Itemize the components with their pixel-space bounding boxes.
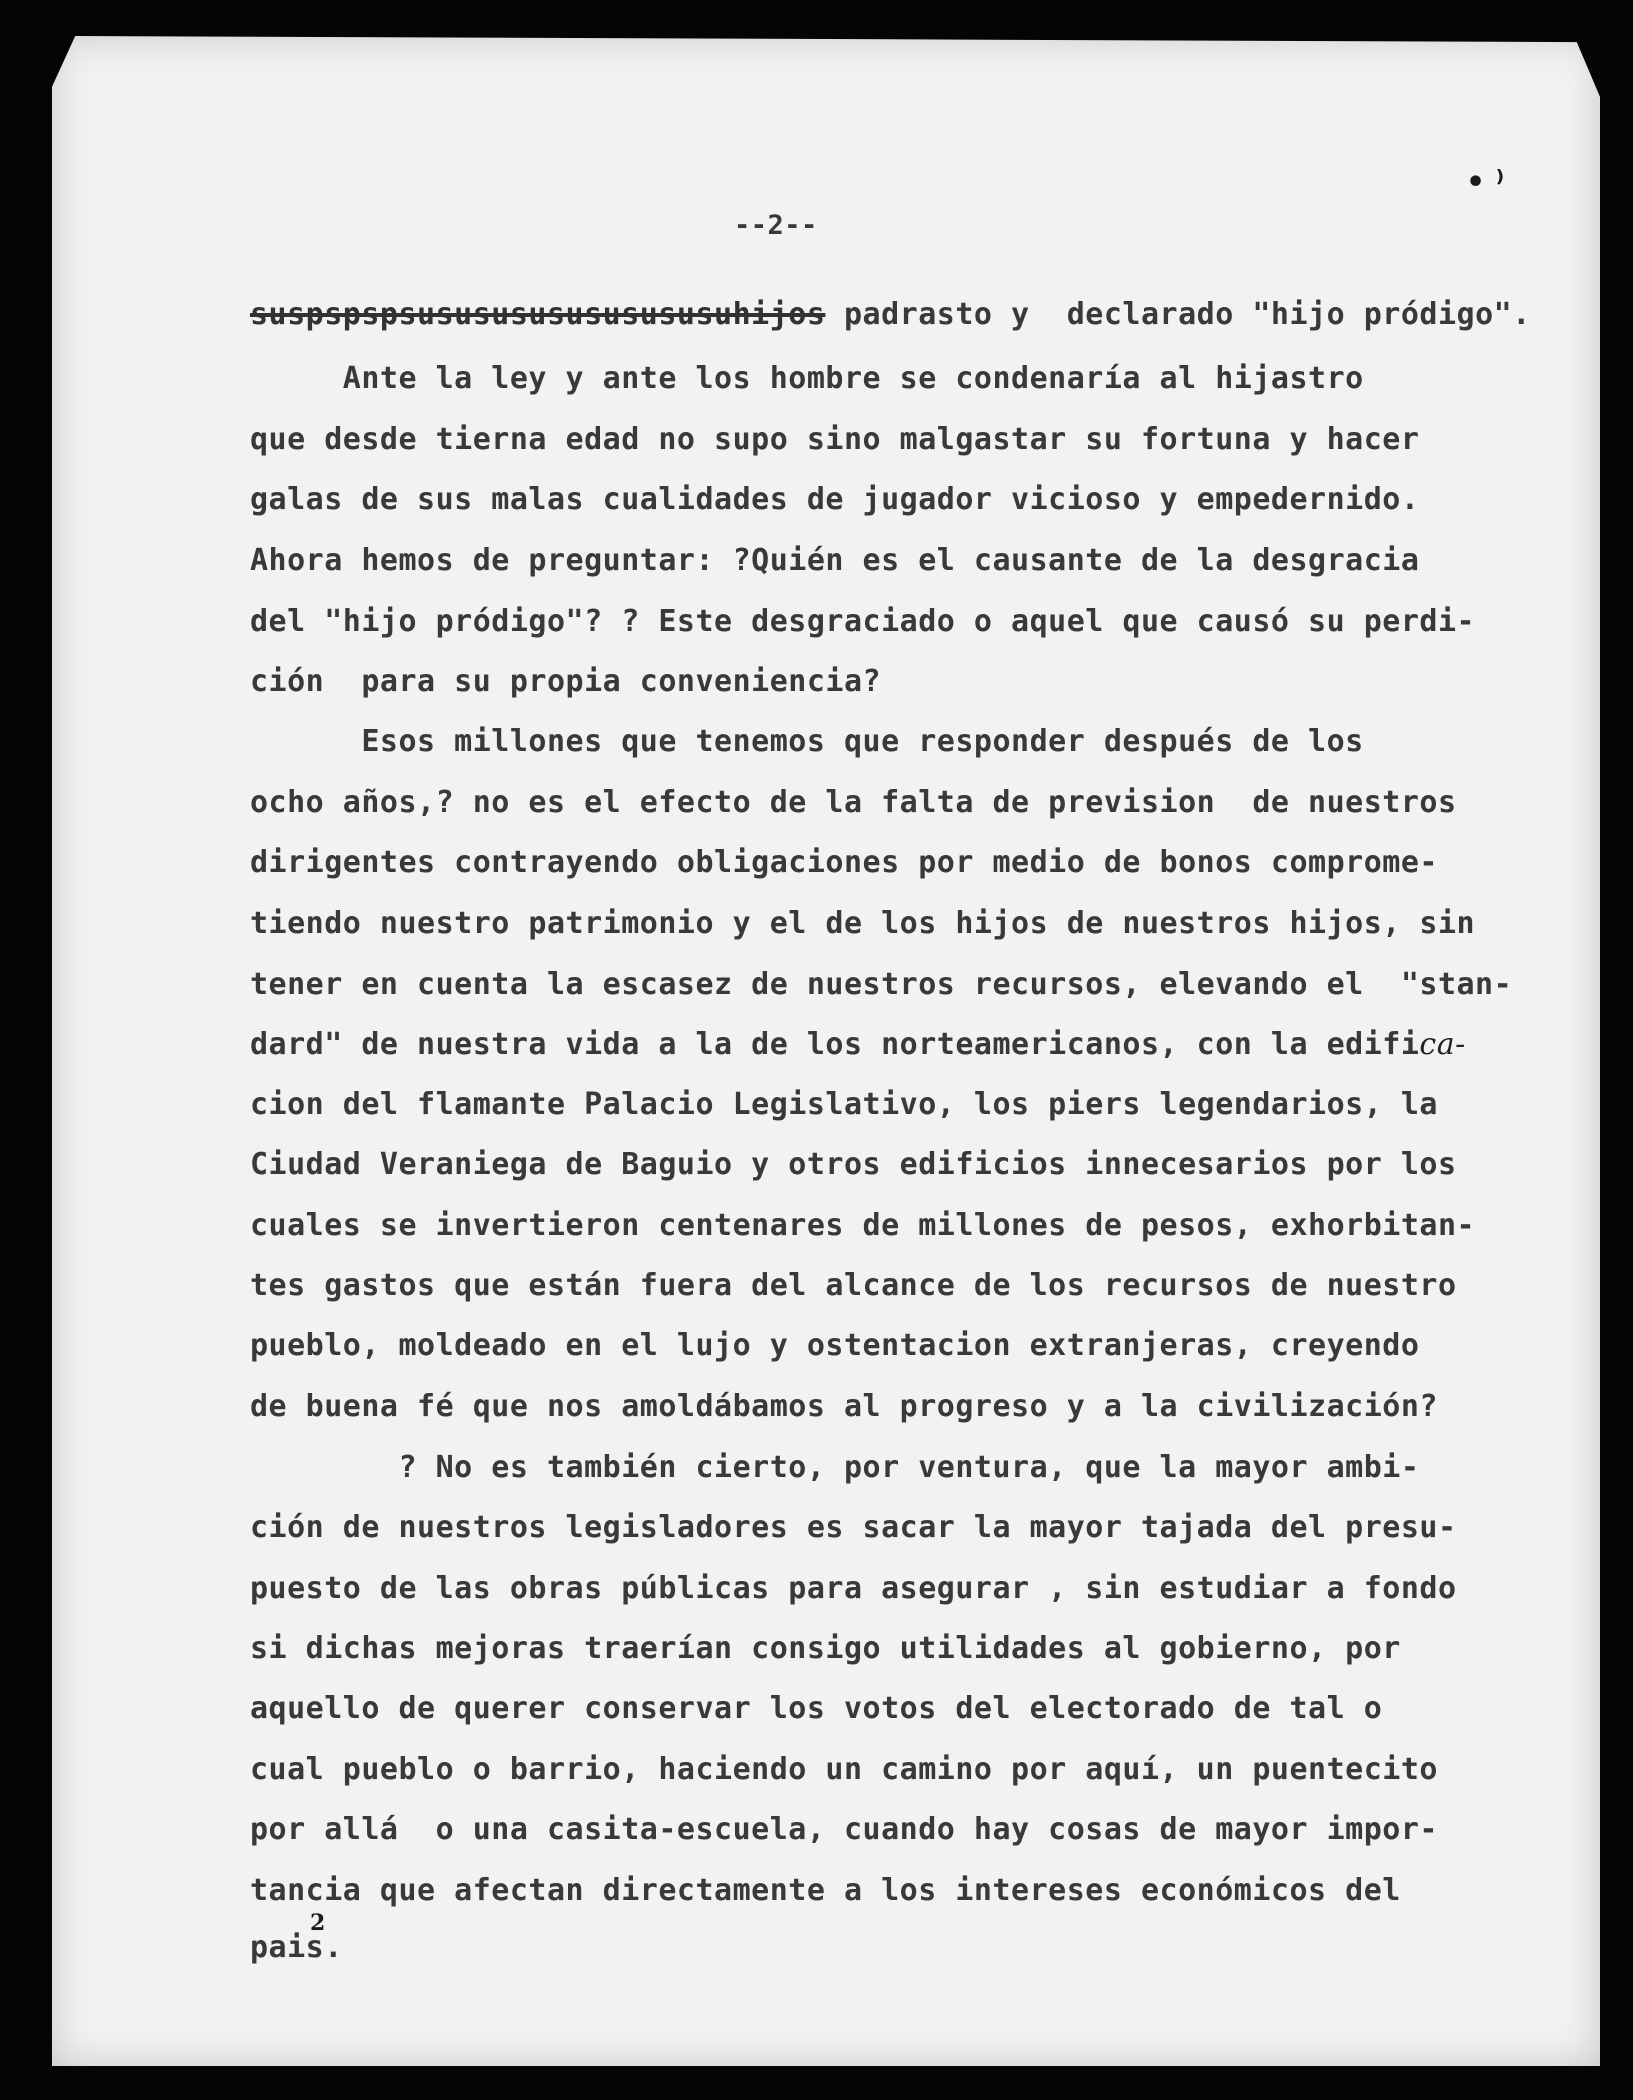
- margin-marks: • ⁾: [1466, 165, 1505, 200]
- text-line: ocho años,? no es el efecto de la falta de prevision de nuestros: [250, 785, 1457, 820]
- text-line: Ahora hemos de preguntar: ?Quién es el causante de la desgracia: [250, 543, 1420, 578]
- text-line: cual pueblo o barrio, haciendo un camino por aquí, un puentecito: [250, 1752, 1438, 1787]
- text-line: Ante la ley y ante los hombre se condenaría al hijastro: [250, 361, 1364, 396]
- text-line: de buena fé que nos amoldábamos al progreso y a la civilización?: [250, 1389, 1438, 1424]
- struck-text: suspspspsususususususususuhijos: [250, 297, 826, 332]
- page-number: --2--: [734, 210, 818, 241]
- text-line: tancia que afectan directamente a los intereses económicos del: [250, 1873, 1401, 1908]
- text-line: tener en cuenta la escasez de nuestros recursos, elevando el "stan-: [250, 967, 1513, 1002]
- text-line: Ciudad Veraniega de Baguio y otros edificios innecesarios por los: [250, 1147, 1457, 1182]
- text-line: pais.: [250, 1930, 343, 1965]
- text-line: ción para su propia conveniencia?: [250, 664, 882, 699]
- text-line-1: [250, 297, 1531, 332]
- text-line-edifica: [250, 1027, 1466, 1062]
- text-line: tiendo nuestro patrimonio y el de los hijos de nuestros hijos, sin: [250, 906, 1476, 941]
- text-line: ? No es también cierto, por ventura, que la mayor ambi-: [250, 1450, 1420, 1485]
- footnote-mark: 2: [310, 1910, 326, 1936]
- text-line: tes gastos que están fuera del alcance de los recursos de nuestro: [250, 1268, 1457, 1303]
- text-line: puesto de las obras públicas para asegurar , sin estudiar a fondo: [250, 1571, 1457, 1606]
- text-line: si dichas mejoras traerían consigo utilidades al gobierno, por: [250, 1631, 1401, 1666]
- text-line: aquello de querer conservar los votos del electorado de tal o: [250, 1691, 1383, 1726]
- text-line: ción de nuestros legisladores es sacar la mayor tajada del presu-: [250, 1510, 1457, 1545]
- text-line-1-rest: padrasto y declarado "hijo pródigo".: [825, 297, 1531, 332]
- text-line-edifica-text: dard" de nuestra vida a la de los norteamericanos, con la edifi: [250, 1027, 1420, 1062]
- text-line: cion del flamante Palacio Legislativo, los piers legendarios, la: [250, 1087, 1438, 1122]
- text-line: del "hijo pródigo"? ? Este desgraciado o aquel que causó su perdi-: [250, 604, 1476, 639]
- text-line: Esos millones que tenemos que responder después de los: [250, 724, 1364, 759]
- text-line: galas de sus malas cualidades de jugador vicioso y empedernido.: [250, 482, 1420, 517]
- text-line: cuales se invertieron centenares de millones de pesos, exhorbitan-: [250, 1208, 1476, 1243]
- text-line: pueblo, moldeado en el lujo y ostentacion extranjeras, creyendo: [250, 1328, 1420, 1363]
- handwritten-insert: ca-: [1419, 1027, 1466, 1062]
- text-line: dirigentes contrayendo obligaciones por medio de bonos comprome-: [250, 845, 1438, 880]
- text-line: por allá o una casita-escuela, cuando hay cosas de mayor impor-: [250, 1812, 1438, 1847]
- text-line: que desde tierna edad no supo sino malgastar su fortuna y hacer: [250, 422, 1420, 457]
